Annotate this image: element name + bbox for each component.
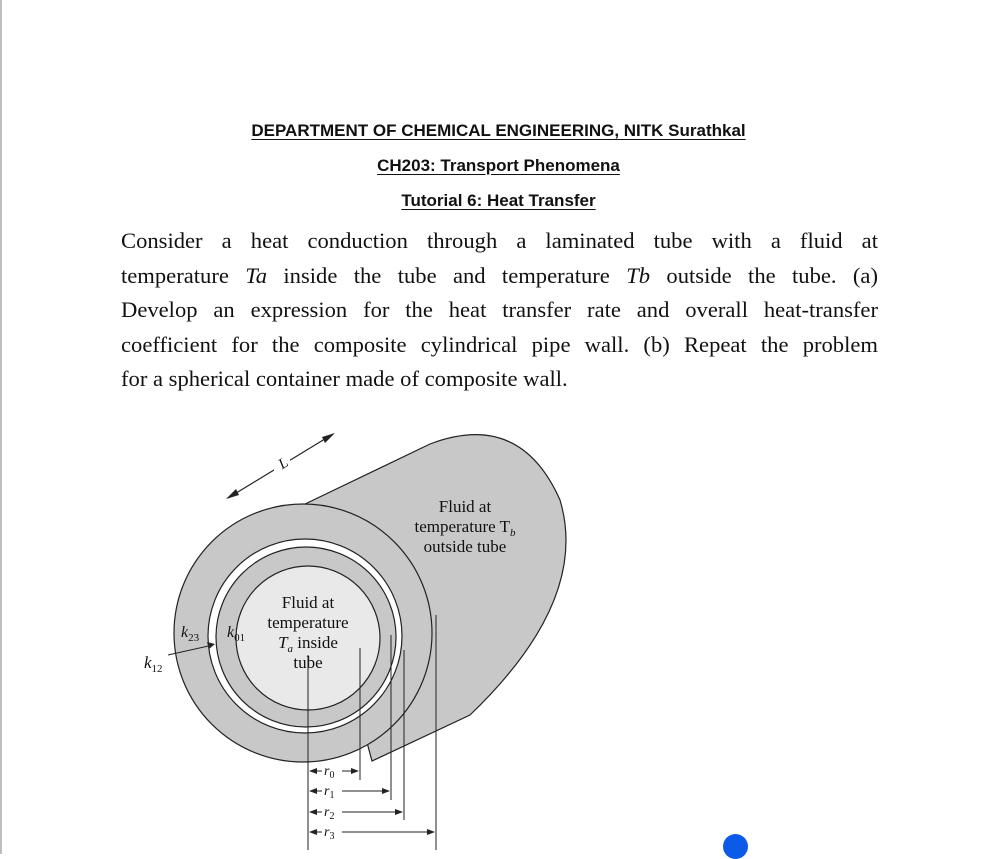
length-arrowhead-right: [322, 433, 335, 443]
length-arrowhead-left: [226, 489, 239, 499]
k01-k: k: [227, 624, 235, 641]
inside-fluid-temp-t: T: [278, 633, 288, 652]
inside-fluid-label-1: Fluid at: [281, 593, 335, 612]
r2-r: r: [324, 805, 330, 820]
problem-line-5: for a spherical container made of composite wall.: [121, 366, 568, 391]
problem-line-2-part-c: outside the tube. (a): [650, 262, 878, 288]
temperature-ta: Ta: [245, 262, 268, 288]
r3-sub: 3: [329, 831, 335, 842]
problem-line-3: Develop an expression for the heat transfer rate and overall heat-transfer: [121, 297, 878, 322]
k12-sub: 12: [151, 663, 163, 675]
inside-fluid-label-2: temperature: [267, 613, 349, 632]
k23-k: k: [181, 624, 189, 641]
problem-line-2-part-a: temperature: [121, 262, 246, 288]
outside-fluid-label-2: [414, 517, 516, 539]
tutorial-heading: Tutorial 6: Heat Transfer: [401, 191, 596, 210]
r0-r: r: [324, 764, 330, 779]
r2-sub: 2: [329, 811, 335, 822]
k01-sub: 01: [234, 632, 246, 644]
r1-r: r: [324, 784, 330, 799]
problem-line-1: Consider a heat conduction through a laminated tube with a fluid at: [121, 228, 878, 253]
r0-dimension: [309, 762, 359, 781]
floating-action-dot[interactable]: [723, 834, 748, 859]
outside-fluid-temp-text: temperature T: [414, 517, 511, 536]
r3-dimension: [309, 823, 435, 842]
k23-sub: 23: [188, 632, 200, 644]
r0-sub: 0: [329, 770, 335, 781]
r3-r: r: [324, 825, 330, 840]
course-heading: CH203: Transport Phenomena: [377, 156, 620, 175]
r2-dimension: [309, 803, 403, 822]
outside-fluid-label-1: Fluid at: [438, 497, 492, 516]
inside-fluid-label-4: tube: [293, 653, 323, 672]
problem-line-4: coefficient for the composite cylindrical pipe wall. (b) Repeat the problem: [121, 331, 878, 357]
inside-fluid-label-3: [278, 633, 338, 655]
temperature-tb: Tb: [626, 262, 651, 288]
outside-fluid-temp-sub: b: [510, 527, 516, 539]
r1-dimension: [309, 782, 390, 801]
inside-fluid-temp-sub: a: [287, 643, 294, 655]
department-heading: DEPARTMENT OF CHEMICAL ENGINEERING, NITK Surathkal: [251, 121, 746, 140]
length-label: L: [275, 454, 292, 473]
k12-label: [144, 653, 163, 675]
k12-k: k: [144, 653, 152, 672]
inside-fluid-temp-rest: inside: [293, 633, 338, 652]
r1-sub: 1: [329, 790, 335, 801]
outside-fluid-label-3: outside tube: [423, 537, 507, 556]
problem-line-2-part-b: inside the tube and temperature: [267, 262, 627, 288]
